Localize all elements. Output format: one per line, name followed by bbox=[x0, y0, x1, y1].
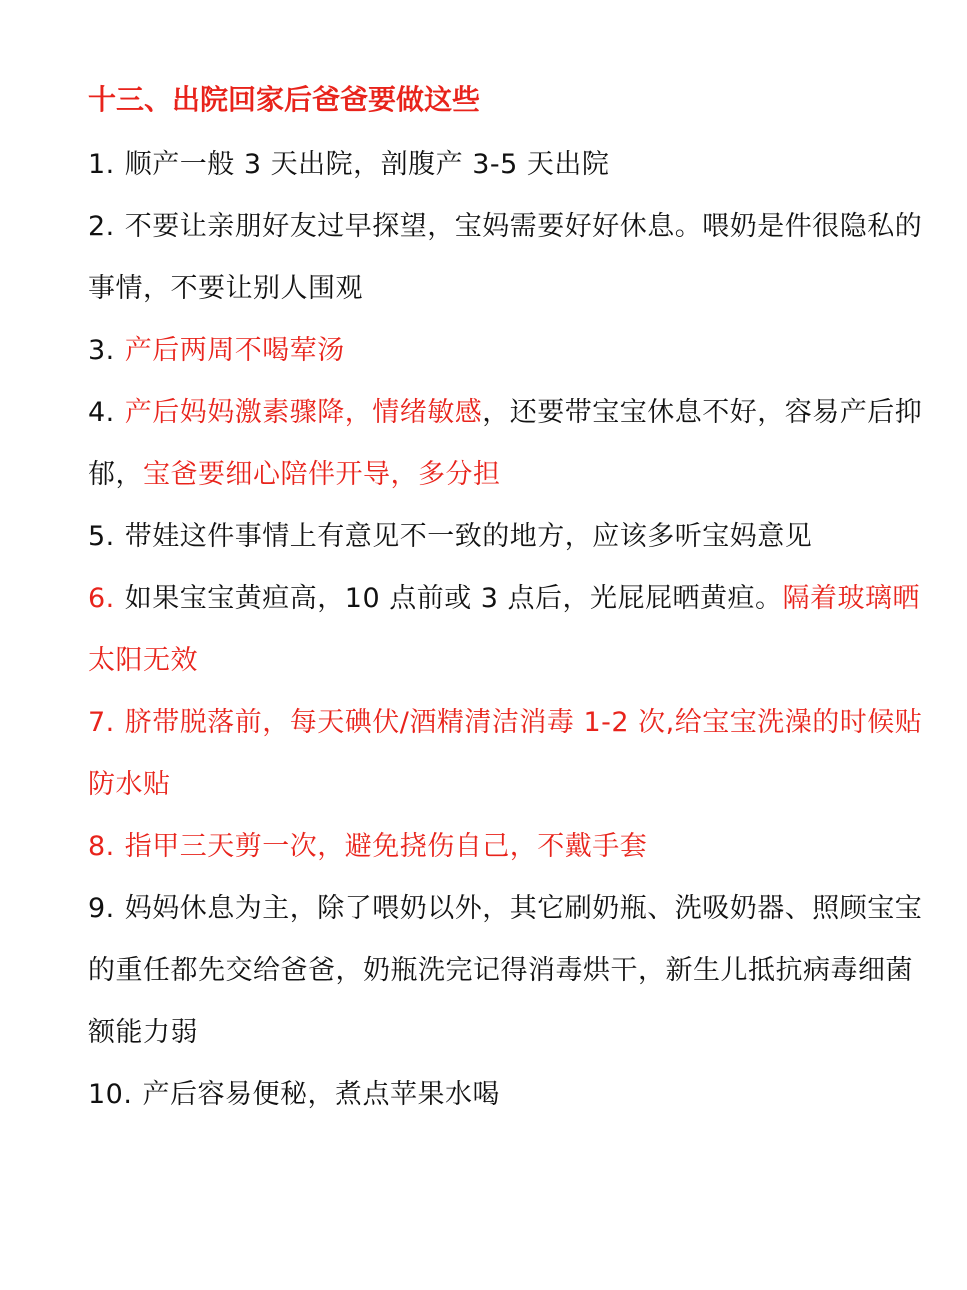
list-item bbox=[88, 506, 928, 568]
list-item-text: 产后容易便秘，煮点苹果水喝 bbox=[142, 1079, 500, 1110]
highlighted-text: 产后两周不喝荤汤 bbox=[124, 335, 345, 366]
list-item bbox=[88, 568, 928, 692]
list-item-text: 带娃这件事情上有意见不一致的地方，应该多听宝妈意见 bbox=[124, 521, 813, 552]
list-item-number: 10. bbox=[88, 1079, 133, 1110]
list-item-number: 9. bbox=[88, 893, 115, 924]
list-item-number: 1. bbox=[88, 149, 115, 180]
list-item-text: ，还要带宝宝休息不好，容易产后抑郁， bbox=[88, 397, 923, 490]
list-item bbox=[88, 878, 928, 1064]
list-item bbox=[88, 196, 928, 320]
document-page bbox=[88, 72, 928, 1126]
highlighted-text: 产后妈妈激素骤降，情绪敏感 bbox=[124, 397, 483, 428]
list-item bbox=[88, 320, 928, 382]
list-item bbox=[88, 134, 928, 196]
list-item-text: 顺产一般 3 天出院，剖腹产 3-5 天出院 bbox=[124, 149, 610, 180]
list-item-number: 6. bbox=[88, 583, 115, 614]
list-item-text: 如果宝宝黄疸高，10 点前或 3 点后，光屁屁晒黄疸。 bbox=[124, 583, 783, 614]
highlighted-text: 隔着玻璃晒太阳无效 bbox=[88, 583, 921, 676]
list-item bbox=[88, 1064, 928, 1126]
list-item bbox=[88, 816, 928, 878]
list-item-number: 2. bbox=[88, 211, 115, 242]
list-item bbox=[88, 382, 928, 506]
tips-list bbox=[88, 134, 928, 1126]
list-item-number: 7. bbox=[88, 707, 115, 738]
list-item-number: 8. bbox=[88, 831, 115, 862]
highlighted-text: 宝爸要细心陪伴开导，多分担 bbox=[143, 459, 501, 490]
highlighted-text: 脐带脱落前，每天碘伏/酒精清洁消毒 1-2 次,给宝宝洗澡的时候贴防水贴 bbox=[88, 707, 923, 800]
list-item-text: 妈妈休息为主，除了喂奶以外，其它刷奶瓶、洗吸奶器、照顾宝宝的重任都先交给爸爸，奶瓶洗完记得消毒烘干，新生儿抵抗病毒细菌额能力弱 bbox=[88, 893, 923, 1048]
list-item-number: 5. bbox=[88, 521, 115, 552]
list-item bbox=[88, 692, 928, 816]
section-title: 十三、出院回家后爸爸要做这些 bbox=[88, 83, 481, 116]
highlighted-text: 指甲三天剪一次，避免挠伤自己，不戴手套 bbox=[124, 831, 648, 862]
list-item-text: 不要让亲朋好友过早探望，宝妈需要好好休息。喂奶是件很隐私的事情，不要让别人围观 bbox=[88, 211, 923, 304]
list-item-number: 4. bbox=[88, 397, 115, 428]
list-item-number: 3. bbox=[88, 335, 115, 366]
